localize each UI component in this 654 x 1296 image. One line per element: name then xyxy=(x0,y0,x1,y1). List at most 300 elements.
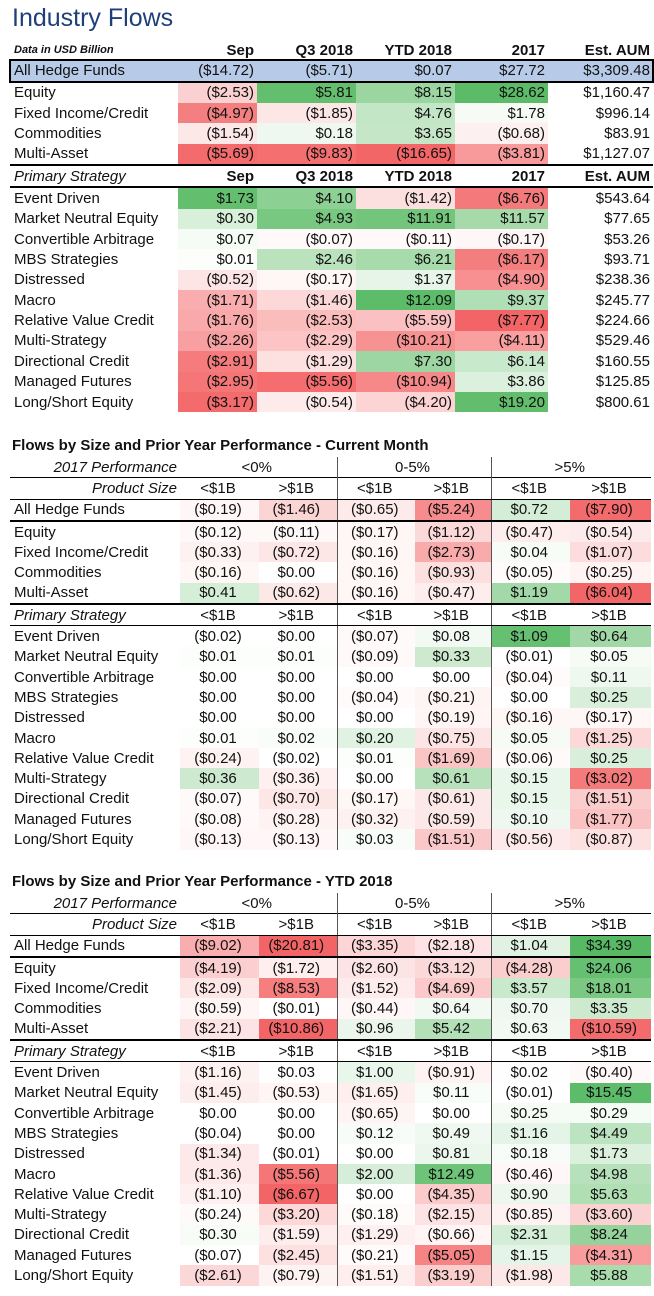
table-cell: ($1.10) xyxy=(180,1184,259,1204)
table-cell: ($1.54) xyxy=(178,123,257,143)
current-month-table xyxy=(10,457,651,850)
table-cell: ($0.17) xyxy=(337,521,415,542)
table-cell: ($1.51) xyxy=(415,829,491,849)
ytd-table xyxy=(10,893,651,1286)
table-cell: ($0.70) xyxy=(259,789,337,809)
table-cell: ($0.17) xyxy=(337,789,415,809)
table-cell: ($0.16) xyxy=(337,562,415,582)
row-label: Multi-Strategy xyxy=(14,332,107,350)
table-row xyxy=(10,829,651,849)
table-cell: ($7.77) xyxy=(455,310,548,330)
row-label: Market Neutral Equity xyxy=(14,648,159,666)
row-label: Long/Short Equity xyxy=(14,393,134,411)
table-cell: ($0.47) xyxy=(491,521,570,542)
table-cell: ($0.18) xyxy=(337,1204,415,1224)
strategy-header-label: Primary Strategy xyxy=(10,1040,180,1062)
column-header: Q3 2018 xyxy=(257,165,356,187)
table-row xyxy=(10,209,653,229)
row-label: Equity xyxy=(10,82,178,103)
column-header: YTD 2018 xyxy=(384,41,452,59)
table-cell: ($2.60) xyxy=(337,957,415,978)
table-cell: ($1.25) xyxy=(570,728,651,748)
row-label: Distressed xyxy=(14,271,85,289)
table-cell: $0.30 xyxy=(180,1225,259,1245)
table-cell: $245.77 xyxy=(548,290,653,310)
table-cell: ($0.72) xyxy=(259,542,337,562)
table-cell: $0.72 xyxy=(491,499,570,521)
table-cell: ($0.01) xyxy=(259,1144,337,1164)
table-cell: ($0.09) xyxy=(337,647,415,667)
table-cell: ($0.04) xyxy=(337,687,415,707)
table-cell: ($2.73) xyxy=(415,542,491,562)
table-cell: $0.30 xyxy=(178,209,257,229)
table-cell: $1.15 xyxy=(491,1245,570,1265)
table-cell: $2.46 xyxy=(257,249,356,269)
table-row xyxy=(10,768,651,788)
table-row xyxy=(10,957,651,978)
table-row xyxy=(10,1083,651,1103)
table-row xyxy=(10,1245,651,1265)
table-cell: ($1.51) xyxy=(337,1265,415,1285)
performance-header-row xyxy=(10,457,651,478)
size-column-header: >$1B xyxy=(415,1040,491,1062)
table-cell: ($0.62) xyxy=(259,583,337,604)
table-cell: ($3.81) xyxy=(455,144,548,165)
table-cell: ($2.09) xyxy=(180,978,259,998)
table-cell: ($0.36) xyxy=(259,768,337,788)
row-label: Market Neutral Equity xyxy=(14,210,159,228)
size-column-header: >$1B xyxy=(259,604,337,626)
table-cell: ($0.52) xyxy=(178,270,257,290)
performance-group-header: >5% xyxy=(491,893,651,914)
row-label: All Hedge Funds xyxy=(14,937,125,955)
table-cell: $0.04 xyxy=(491,542,570,562)
table-cell: $1.73 xyxy=(570,1144,651,1164)
size-column-header: <$1B xyxy=(180,1040,259,1062)
table-row xyxy=(10,351,653,371)
table-cell: ($0.06) xyxy=(491,748,570,768)
row-label: Event Driven xyxy=(14,628,100,646)
product-size-row xyxy=(10,914,651,935)
row-label: Convertible Arbitrage xyxy=(14,668,155,686)
row-label: Convertible Arbitrage xyxy=(14,1104,155,1122)
table-cell: $160.55 xyxy=(548,351,653,371)
table-row xyxy=(10,542,651,562)
table-row xyxy=(10,1265,651,1285)
column-header: YTD 2018 xyxy=(356,165,455,187)
table-cell: $0.64 xyxy=(415,998,491,1018)
table-cell: ($4.69) xyxy=(415,978,491,998)
table-row xyxy=(10,290,653,310)
table-cell: $0.63 xyxy=(491,1019,570,1040)
row-label: Distressed xyxy=(14,709,85,727)
table-cell: ($2.21) xyxy=(180,1019,259,1040)
size-column-header: >$1B xyxy=(415,604,491,626)
table-cell: ($5.71) xyxy=(257,60,356,81)
table-cell: ($5.56) xyxy=(257,372,356,392)
table-cell: ($0.17) xyxy=(257,270,356,290)
table-row xyxy=(10,562,651,582)
table-cell: ($1.51) xyxy=(570,789,651,809)
table-cell: $0.03 xyxy=(337,829,415,849)
table-cell: ($0.16) xyxy=(337,542,415,562)
table-cell: $0.10 xyxy=(491,809,570,829)
column-header: Sep xyxy=(178,165,257,187)
table-cell: ($2.91) xyxy=(178,351,257,371)
row-label: Multi-Asset xyxy=(14,145,89,163)
table-cell: $0.01 xyxy=(337,748,415,768)
table-cell: ($0.46) xyxy=(491,1164,570,1184)
performance-group-header: 0-5% xyxy=(337,457,491,478)
table-cell: ($2.15) xyxy=(415,1204,491,1224)
table-row xyxy=(10,789,651,809)
table-cell: $8.15 xyxy=(356,82,455,103)
table-cell: $0.00 xyxy=(259,562,337,582)
strategy-header-label: Primary Strategy xyxy=(10,604,180,626)
table-cell: ($2.26) xyxy=(178,331,257,351)
table-cell: ($6.17) xyxy=(455,249,548,269)
table-cell: ($1.85) xyxy=(257,103,356,123)
table-row xyxy=(10,331,653,351)
table-cell: ($9.83) xyxy=(257,144,356,165)
table-row xyxy=(10,229,653,249)
table-cell: $0.00 xyxy=(337,667,415,687)
table-cell: $3,309.48 xyxy=(548,60,653,81)
table-cell: $0.00 xyxy=(337,1184,415,1204)
table-cell: $0.41 xyxy=(180,583,259,604)
table-cell: ($0.08) xyxy=(180,809,259,829)
all-hedge-funds-row xyxy=(10,60,653,81)
row-label: MBS Strategies xyxy=(14,688,119,706)
table-cell: $28.62 xyxy=(455,82,548,103)
column-header: 2017 xyxy=(455,165,548,187)
table-cell: ($0.07) xyxy=(180,1245,259,1265)
table-cell: $0.00 xyxy=(180,687,259,707)
row-label: Macro xyxy=(14,1165,56,1183)
table-cell: ($1.98) xyxy=(491,1265,570,1285)
table-row xyxy=(10,144,653,165)
size-column-header: <$1B xyxy=(180,914,259,935)
row-label: Multi-Strategy xyxy=(14,770,107,788)
strategy-header-row xyxy=(10,165,653,187)
table-cell: $6.21 xyxy=(356,249,455,269)
table-cell: ($10.59) xyxy=(570,1019,651,1040)
table-cell: $224.66 xyxy=(548,310,653,330)
table-cell: $0.00 xyxy=(180,667,259,687)
table-cell: $4.49 xyxy=(570,1123,651,1143)
table-cell: ($6.04) xyxy=(570,583,651,604)
table-cell: ($1.16) xyxy=(180,1062,259,1083)
performance-group-header: <0% xyxy=(241,894,272,912)
table-cell: $1.19 xyxy=(491,583,570,604)
table-cell: $0.07 xyxy=(178,229,257,249)
table-cell: $0.02 xyxy=(491,1062,570,1083)
size-column-header: <$1B xyxy=(337,478,415,499)
table-cell: ($14.72) xyxy=(178,60,257,81)
table-cell: $2.00 xyxy=(337,1164,415,1184)
performance-label: 2017 Performance xyxy=(53,894,177,912)
table-row xyxy=(10,708,651,728)
table-cell: $15.45 xyxy=(570,1083,651,1103)
row-label: All Hedge Funds xyxy=(10,60,178,81)
table-cell: $6.14 xyxy=(455,351,548,371)
table-cell: ($5.24) xyxy=(415,499,491,521)
row-label: Managed Futures xyxy=(14,810,132,828)
table-cell: $0.00 xyxy=(337,1144,415,1164)
table-cell: ($0.01) xyxy=(491,1083,570,1103)
table-cell: ($2.18) xyxy=(415,935,491,957)
table-cell: ($3.60) xyxy=(570,1204,651,1224)
size-column-header: >$1B xyxy=(415,478,491,499)
table-cell: $0.25 xyxy=(491,1103,570,1123)
row-label: Directional Credit xyxy=(14,352,130,370)
table-cell: $0.29 xyxy=(570,1103,651,1123)
size-column-header: >$1B xyxy=(259,914,337,935)
size-column-header: >$1B xyxy=(259,1040,337,1062)
table-cell: ($2.29) xyxy=(257,331,356,351)
table-cell: $12.49 xyxy=(415,1164,491,1184)
table-cell: ($6.67) xyxy=(259,1184,337,1204)
row-label: Directional Credit xyxy=(14,1226,130,1244)
table-cell: ($3.35) xyxy=(337,935,415,957)
performance-header-row xyxy=(10,893,651,914)
table-cell: ($1.36) xyxy=(180,1164,259,1184)
row-label: Equity xyxy=(10,521,180,542)
section-title-current-month: Flows by Size and Prior Year Performance - Current Month xyxy=(12,437,429,454)
table-row xyxy=(10,1184,651,1204)
size-column-header: >$1B xyxy=(570,604,651,626)
table-cell: ($0.04) xyxy=(180,1123,259,1143)
size-column-header: >$1B xyxy=(259,478,337,499)
section-title-ytd: Flows by Size and Prior Year Performance - YTD 2018 xyxy=(12,873,393,890)
row-label: Macro xyxy=(14,291,56,309)
table-cell: ($10.21) xyxy=(356,331,455,351)
table-cell: ($0.07) xyxy=(180,789,259,809)
table-cell: ($3.19) xyxy=(415,1265,491,1285)
table-cell: ($0.33) xyxy=(180,542,259,562)
row-label: Event Driven xyxy=(10,187,178,208)
row-label: Directional Credit xyxy=(14,790,130,808)
table-cell: ($3.02) xyxy=(570,768,651,788)
table-cell: ($0.11) xyxy=(356,229,455,249)
table-cell: ($0.12) xyxy=(180,521,259,542)
table-cell: ($0.87) xyxy=(570,829,651,849)
table-cell: $0.33 xyxy=(415,647,491,667)
table-cell: ($4.90) xyxy=(455,270,548,290)
table-cell: $2.31 xyxy=(491,1225,570,1245)
table-cell: ($4.31) xyxy=(570,1245,651,1265)
row-label: Event Driven xyxy=(14,1064,100,1082)
row-label: Long/Short Equity xyxy=(14,1266,134,1284)
table-cell: $3.35 xyxy=(570,998,651,1018)
table-cell: $529.46 xyxy=(548,331,653,351)
table-cell: $0.61 xyxy=(415,768,491,788)
column-header: Est. AUM xyxy=(548,165,653,187)
table-cell: ($0.65) xyxy=(337,1103,415,1123)
table-cell: ($3.20) xyxy=(259,1204,337,1224)
table-cell: $1.37 xyxy=(356,270,455,290)
row-label: Commodities xyxy=(14,564,102,582)
table-cell: $1,127.07 xyxy=(548,144,653,165)
table-row xyxy=(10,1123,651,1143)
size-column-header: <$1B xyxy=(491,604,570,626)
row-label: Commodities xyxy=(14,1000,102,1018)
table-cell: ($0.13) xyxy=(259,829,337,849)
table-cell: $0.12 xyxy=(337,1123,415,1143)
table-cell: $3.65 xyxy=(356,123,455,143)
table-cell: $4.76 xyxy=(356,103,455,123)
table-cell: ($4.97) xyxy=(178,103,257,123)
table-row xyxy=(10,583,651,604)
table-cell: ($0.16) xyxy=(491,708,570,728)
row-label: Equity xyxy=(10,957,180,978)
table-row xyxy=(10,123,653,143)
table-row xyxy=(10,270,653,290)
size-column-header: <$1B xyxy=(337,604,415,626)
product-size-label: Product Size xyxy=(10,478,180,499)
table-cell: $77.65 xyxy=(548,209,653,229)
table-cell: ($20.81) xyxy=(259,935,337,957)
table-cell: ($2.95) xyxy=(178,372,257,392)
table-row xyxy=(10,521,651,542)
table-cell: ($4.20) xyxy=(356,392,455,412)
table-cell: ($0.44) xyxy=(337,998,415,1018)
table-cell: $1.78 xyxy=(455,103,548,123)
table-cell: ($0.16) xyxy=(180,562,259,582)
size-column-header: >$1B xyxy=(415,914,491,935)
table-cell: ($0.25) xyxy=(570,562,651,582)
table-cell: $18.01 xyxy=(570,978,651,998)
table-cell: $4.10 xyxy=(257,187,356,208)
table-cell: $0.11 xyxy=(570,667,651,687)
table-cell: $8.24 xyxy=(570,1225,651,1245)
size-column-header: <$1B xyxy=(491,1040,570,1062)
row-label: Distressed xyxy=(14,1145,85,1163)
table-cell: ($1.29) xyxy=(337,1225,415,1245)
strategy-header-label: Primary Strategy xyxy=(10,165,178,187)
table-cell: ($0.59) xyxy=(415,809,491,829)
table-cell: ($0.21) xyxy=(337,1245,415,1265)
table-cell: ($0.47) xyxy=(415,583,491,604)
table-cell: ($0.16) xyxy=(337,583,415,604)
table-cell: $0.05 xyxy=(491,728,570,748)
table-cell: ($1.52) xyxy=(337,978,415,998)
table-cell: ($0.24) xyxy=(180,748,259,768)
table-cell: $12.09 xyxy=(356,290,455,310)
table-row xyxy=(10,748,651,768)
table-cell: ($1.59) xyxy=(259,1225,337,1245)
table-cell: $0.00 xyxy=(259,1123,337,1143)
table-cell: $0.01 xyxy=(259,647,337,667)
table-cell: ($0.85) xyxy=(491,1204,570,1224)
table-cell: $0.00 xyxy=(337,708,415,728)
performance-group-header: <0% xyxy=(241,458,272,476)
size-column-header: <$1B xyxy=(491,478,570,499)
table-cell: ($0.11) xyxy=(259,521,337,542)
row-label: Relative Value Credit xyxy=(14,312,154,330)
table-cell: $27.72 xyxy=(455,60,548,81)
table-cell: $0.01 xyxy=(178,249,257,269)
table-cell: ($0.68) xyxy=(455,123,548,143)
table-cell: $0.15 xyxy=(491,768,570,788)
table-cell: $0.20 xyxy=(337,728,415,748)
table-cell: ($0.17) xyxy=(570,708,651,728)
table-row xyxy=(10,1019,651,1040)
table-cell: $0.02 xyxy=(259,728,337,748)
table-cell: $93.71 xyxy=(548,249,653,269)
table-cell: $800.61 xyxy=(548,392,653,412)
table-cell: ($2.45) xyxy=(259,1245,337,1265)
table-row xyxy=(10,647,651,667)
row-label: Commodities xyxy=(14,125,102,143)
row-label: MBS Strategies xyxy=(14,1124,119,1142)
table-cell: ($1.69) xyxy=(415,748,491,768)
table-row xyxy=(10,1164,651,1184)
table-cell: ($0.07) xyxy=(337,626,415,647)
table-cell: ($1.71) xyxy=(178,290,257,310)
row-label: Macro xyxy=(14,729,56,747)
table-cell: ($4.11) xyxy=(455,331,548,351)
table-cell: ($0.28) xyxy=(259,809,337,829)
table-cell: ($0.53) xyxy=(259,1083,337,1103)
table-cell: ($1.46) xyxy=(257,290,356,310)
table-cell: $1.04 xyxy=(491,935,570,957)
table-cell: $0.00 xyxy=(415,1103,491,1123)
table-cell: $0.00 xyxy=(180,1103,259,1123)
table-cell: ($1.07) xyxy=(570,542,651,562)
table-cell: ($1.46) xyxy=(259,499,337,521)
table-cell: ($10.94) xyxy=(356,372,455,392)
size-column-header: <$1B xyxy=(337,914,415,935)
table-cell: $0.15 xyxy=(491,789,570,809)
table-cell: $996.14 xyxy=(548,103,653,123)
table-cell: ($3.17) xyxy=(178,392,257,412)
row-label: All Hedge Funds xyxy=(14,501,125,519)
table-cell: $0.00 xyxy=(259,1103,337,1123)
table-cell: $53.26 xyxy=(548,229,653,249)
table-row xyxy=(10,667,651,687)
table-cell: $0.81 xyxy=(415,1144,491,1164)
table-cell: ($0.07) xyxy=(257,229,356,249)
row-label: Fixed Income/Credit xyxy=(14,543,149,561)
table-cell: $34.39 xyxy=(570,935,651,957)
table-cell: $0.03 xyxy=(259,1062,337,1083)
table-row xyxy=(10,249,653,269)
table-cell: ($8.53) xyxy=(259,978,337,998)
table-row xyxy=(10,1103,651,1123)
table-cell: ($0.66) xyxy=(415,1225,491,1245)
table-cell: $0.11 xyxy=(415,1083,491,1103)
table-cell: ($0.54) xyxy=(570,521,651,542)
table-cell: $0.49 xyxy=(415,1123,491,1143)
performance-label: 2017 Performance xyxy=(53,458,177,476)
row-label: Relative Value Credit xyxy=(14,749,154,767)
table-cell: $0.01 xyxy=(180,728,259,748)
table-cell: ($0.21) xyxy=(415,687,491,707)
header-row xyxy=(10,40,653,60)
table-row xyxy=(10,1062,651,1083)
table-cell: $1.73 xyxy=(178,187,257,208)
table-cell: $0.00 xyxy=(337,768,415,788)
table-cell: ($0.75) xyxy=(415,728,491,748)
table-row xyxy=(10,935,651,957)
row-label: Market Neutral Equity xyxy=(14,1084,159,1102)
table-cell: $238.36 xyxy=(548,270,653,290)
table-cell: $7.30 xyxy=(356,351,455,371)
size-column-header: >$1B xyxy=(570,914,651,935)
table-cell: $5.42 xyxy=(415,1019,491,1040)
table-cell: ($0.19) xyxy=(415,708,491,728)
